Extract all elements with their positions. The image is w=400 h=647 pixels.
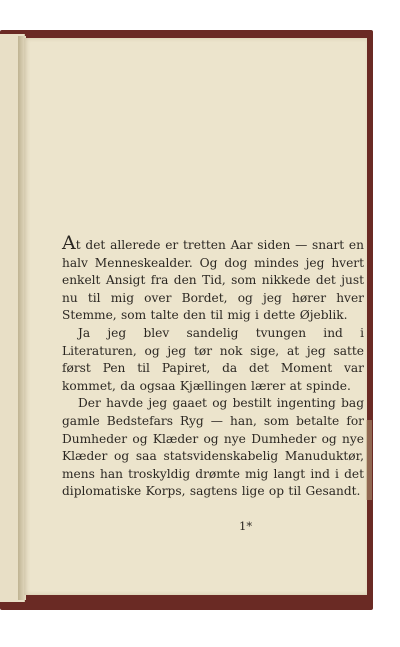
paragraph-text: Ja jeg blev sandelig tvungen ind i Literaturen, og jeg tør nok sige, at jeg satte først Pen til Papiret, da det Moment var kommet, da ogsaa Kjællingen lærer at spinde. [62, 325, 364, 393]
paragraph [62, 325, 364, 395]
page-edge-wear [366, 420, 372, 500]
paragraph-text: Der havde jeg gaaet og bestilt ingenting bag gamle Bedstefars Ryg — han, som betalte for Dumheder og Klæder og nye Dumheder og nye Klæder og saa statsvidenskabelig Manuduktør, mens han troskyldig drømte mig langt ind i det diplomatiske Korps, sagtens lige op til Gesandt. [62, 396, 364, 499]
body-text [62, 232, 364, 501]
paragraph [62, 232, 364, 325]
drop-cap: A [62, 232, 76, 254]
paragraph-text: t det allerede er tretten Aar siden — snart en halv Menneskealder. Og dog mindes jeg hvert enkelt Ansigt fra den Tid, som nikkede det just nu til mig over Bordet, og jeg hører hver Stemme, som talte den til mig i dette Øjeblik. [62, 238, 364, 323]
signature-mark: 1* [239, 519, 253, 533]
paragraph [62, 395, 364, 501]
